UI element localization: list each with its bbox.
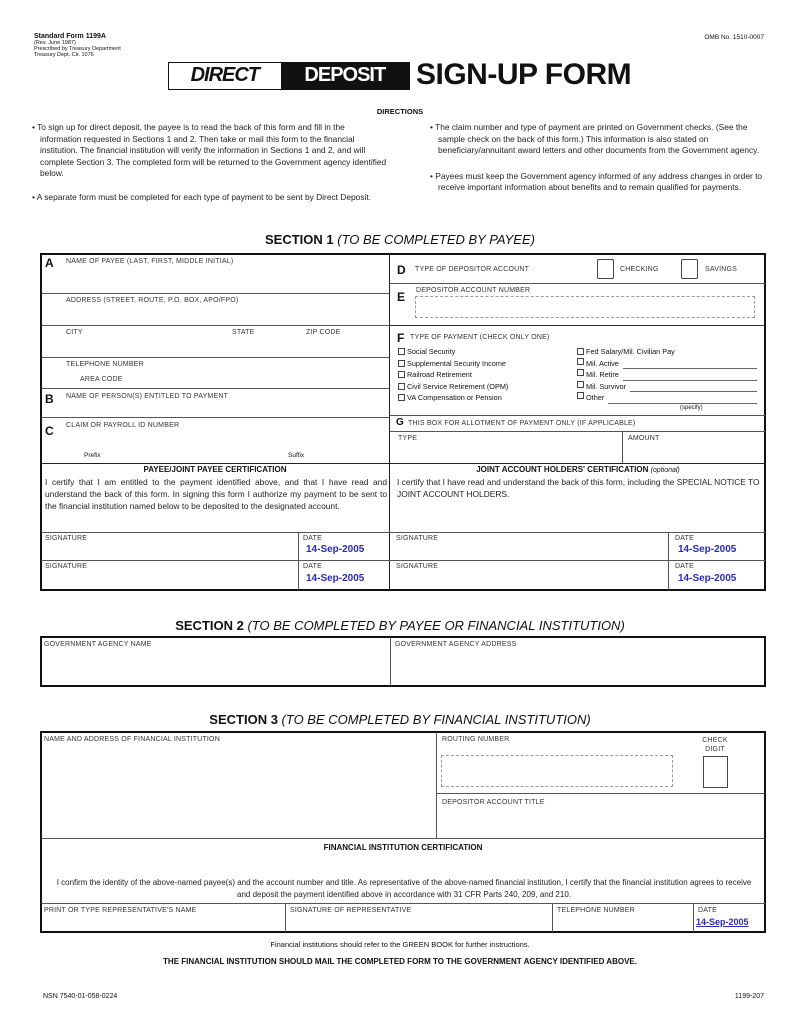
option-label: Mil. Survivor (586, 381, 627, 391)
agency-name-input[interactable] (44, 652, 384, 682)
specify-label: (specify) (680, 405, 703, 411)
directions-right (428, 122, 768, 194)
date-label: DATE (675, 535, 694, 542)
section2-label: SECTION 2 (175, 618, 244, 633)
rep-name-label: PRINT OR TYPE REPRESENTATIVE'S NAME (44, 907, 197, 914)
section3-label: SECTION 3 (209, 712, 278, 727)
signature-label: SIGNATURE (45, 563, 88, 570)
nsn-number: NSN 7540-01-058-0224 (43, 993, 118, 1000)
city-label: CITY (66, 329, 83, 336)
section-a-letter: A (45, 256, 54, 270)
allotment-type-label: TYPE (398, 435, 418, 442)
joint-date-1[interactable]: 14-Sep-2005 (678, 544, 737, 555)
page-title: SIGN-UP FORM (416, 58, 632, 91)
payee-name-input[interactable] (66, 268, 384, 290)
directions-left (30, 122, 388, 203)
agency-name-label: GOVERNMENT AGENCY NAME (44, 641, 152, 648)
routing-label: ROUTING NUMBER (442, 736, 510, 743)
omb-number: OMB No. 1510-0007 (704, 34, 764, 41)
logo-direct: DIRECT (169, 63, 281, 89)
account-title-label: DEPOSITOR ACCOUNT TITLE (442, 799, 545, 806)
section1-subtitle: (TO BE COMPLETED BY PAYEE) (337, 232, 535, 247)
allotment-amount-label: AMOUNT (628, 435, 660, 442)
payment-option[interactable] (577, 381, 757, 393)
checking-label: CHECKING (620, 266, 659, 273)
checking-checkbox[interactable] (597, 259, 614, 279)
checkbox[interactable] (577, 358, 584, 365)
checkbox[interactable] (577, 381, 584, 388)
payment-option[interactable] (398, 392, 508, 404)
section3-subtitle: (TO BE COMPLETED BY FINANCIAL INSTITUTION) (281, 712, 591, 727)
prefix-label: Prefix (84, 452, 101, 459)
direction-item: • To sign up for direct deposit, the payee is to read the back of this form and fill in the information requested in Sections 1 and 2. Then take or mail this form to the financial institution. The financial institution will verify the information in Sections 1 and 2, and will complete Section 3. The completed form will be returned to the Government agency identified below. (32, 122, 387, 178)
checkbox[interactable] (577, 348, 584, 355)
signature-label: SIGNATURE (396, 535, 439, 542)
option-label: Supplemental Security Income (407, 358, 506, 368)
section-c-letter: C (45, 424, 54, 438)
checkbox[interactable] (398, 383, 405, 390)
directions-heading: DIRECTIONS (376, 107, 424, 116)
entitled-person-input[interactable] (66, 402, 384, 416)
direction-text: Payees must keep the Government agency informed of any address changes in order to receive important information about benefits and to remain qualified for payments. (435, 170, 763, 192)
payment-option[interactable] (398, 346, 508, 358)
mail-instruction: THE FINANCIAL INSTITUTION SHOULD MAIL THE COMPLETED FORM TO THE GOVERNMENT AGENCY IDENTIFIED ABOVE. (163, 957, 637, 966)
telephone-label: TELEPHONE NUMBER (66, 361, 144, 368)
payment-option[interactable] (577, 392, 757, 404)
section-f-letter: F (397, 331, 405, 345)
option-label: Mil. Retire (586, 370, 619, 380)
savings-checkbox[interactable] (681, 259, 698, 279)
rep-phone-label: TELEPHONE NUMBER (557, 907, 635, 914)
claim-number-input[interactable] (66, 432, 384, 450)
address-input[interactable] (66, 306, 384, 323)
checkbox[interactable] (577, 392, 584, 399)
fi-cert-text: I confirm the identity of the above-named payee(s) and the account number and title. As representative of the above-named financial institution, I certify that the financial institution agrees to receive and deposit the payment identified above in accordance with 31 CFR Parts 240, 209, and 210. (56, 878, 752, 899)
checkbox[interactable] (398, 348, 405, 355)
city-state-zip-input[interactable] (66, 338, 384, 355)
joint-cert-title-text: JOINT ACCOUNT HOLDERS' CERTIFICATION (476, 465, 649, 474)
direction-text: To sign up for direct deposit, the payee is to read the back of this form and fill in the information requested in Sections 1 and 2. Then take or mail this form to the financial institution. The financial institution will verify the information in Sections 1 and 2, and will complete Section 3. The completed form will be returned to the Government agency identified below. (37, 122, 387, 178)
section-d-letter: D (397, 263, 406, 277)
section3-title (0, 712, 800, 727)
account-number-input[interactable] (415, 296, 755, 318)
joint-cert-title (392, 465, 764, 474)
joint-cert-text: I certify that I have read and understand the back of this form, including the SPECIAL NOTICE TO JOINT ACCOUNT HOLDERS. (397, 477, 760, 499)
direction-item: • Payees must keep the Government agency informed of any address changes in order to receive important information about benefits and to remain qualified for payments. (430, 170, 763, 192)
option-label: Mil. Active (586, 358, 619, 368)
option-label: Social Security (407, 347, 456, 356)
payment-option[interactable] (398, 381, 508, 393)
fi-cert-title: FINANCIAL INSTITUTION CERTIFICATION (323, 843, 483, 852)
checkbox[interactable] (398, 371, 405, 378)
zip-label: ZIP CODE (306, 329, 341, 336)
option-label: Railroad Retirement (407, 370, 472, 380)
suffix-label: Suffix (288, 452, 305, 459)
fi-name-input[interactable] (44, 748, 429, 834)
account-title-input[interactable] (442, 810, 760, 834)
payee-name-label: NAME OF PAYEE (LAST, FIRST, MIDDLE INITIAL) (66, 258, 234, 265)
payment-option[interactable] (577, 358, 757, 370)
area-code-label: AREA CODE (80, 376, 123, 383)
entitled-person-label: NAME OF PERSON(S) ENTITLED TO PAYMENT (66, 393, 229, 400)
payment-type-label: TYPE OF PAYMENT (CHECK ONLY ONE) (410, 334, 550, 341)
date-label: DATE (303, 535, 322, 542)
rep-signature-label: SIGNATURE OF REPRESENTATIVE (290, 907, 412, 914)
direct-deposit-logo (168, 62, 410, 90)
option-label: Other (586, 393, 605, 403)
direction-item: • The claim number and type of payment are printed on Government checks. (See the sample check on the back of this form.) This information is also stated on beneficiary/annuitant award letters and other documents from the Government agency. (430, 122, 760, 155)
signature-label: SIGNATURE (396, 563, 439, 570)
checkbox[interactable] (398, 360, 405, 367)
form-prescribed: Prescribed by Treasury Department (34, 46, 121, 52)
green-book-note: Financial institutions should refer to the GREEN BOOK for further instructions. (270, 940, 530, 949)
optional-label: (optional) (650, 467, 680, 474)
signature-label: SIGNATURE (45, 535, 88, 542)
form-treasury: Treasury Dept. Cir. 1076 (34, 52, 94, 58)
payment-type-right-list (577, 346, 757, 404)
form-code: 1199-207 (734, 993, 764, 1000)
section-e-letter: E (397, 290, 406, 304)
account-number-label: DEPOSITOR ACCOUNT NUMBER (416, 287, 531, 294)
section1-title (0, 232, 800, 247)
direction-text: A separate form must be completed for each type of payment to be sent by Direct Deposit. (36, 191, 372, 202)
payee-cert-title: PAYEE/JOINT PAYEE CERTIFICATION (143, 465, 287, 474)
direction-item: • A separate form must be completed for each type of payment to be sent by Direct Deposit. (32, 191, 372, 202)
agency-address-label: GOVERNMENT AGENCY ADDRESS (395, 641, 517, 648)
payee-date-1[interactable]: 14-Sep-2005 (306, 544, 365, 555)
check-digit-input[interactable] (703, 756, 728, 788)
fi-name-label: NAME AND ADDRESS OF FINANCIAL INSTITUTION (44, 736, 220, 743)
savings-label: SAVINGS (705, 266, 738, 273)
check-digit-label: CHECK DIGIT (702, 737, 728, 753)
form-rev: (Rev. June 1987) (34, 40, 76, 46)
direction-text: The claim number and type of payment are printed on Government checks. (See the sample check on the back of this form.) This information is also stated on beneficiary/annuitant award letters and other documents from the Government agency. (435, 122, 760, 155)
section1-label: SECTION 1 (265, 232, 334, 247)
account-type-label: TYPE OF DEPOSITOR ACCOUNT (415, 266, 530, 273)
payee-date-2[interactable]: 14-Sep-2005 (306, 573, 365, 584)
form-id: Standard Form 1199A (34, 33, 106, 40)
payment-option[interactable] (398, 358, 508, 370)
checkbox[interactable] (398, 394, 405, 401)
state-label: STATE (232, 329, 255, 336)
rep-date-value[interactable]: 14-Sep-2005 (696, 917, 749, 927)
claim-number-label: CLAIM OR PAYROLL ID NUMBER (66, 422, 180, 429)
payee-cert-text: I certify that I am entitled to the payment identified above, and that I have read and understand the back of this form. In signing this form I authorize my payment to be sent to the financial institution named below to be deposited to the designated account. (45, 477, 387, 511)
payment-option[interactable] (577, 369, 757, 381)
address-label: ADDRESS (STREET, ROUTE, P.O. BOX, APO/FPO) (66, 297, 239, 304)
allotment-label: THIS BOX FOR ALLOTMENT OF PAYMENT ONLY (IF APPLICABLE) (408, 420, 636, 427)
section2-title (0, 618, 800, 633)
routing-number-input[interactable] (441, 755, 673, 787)
payment-type-left-list (398, 346, 508, 404)
rep-date-label: DATE (698, 907, 717, 914)
option-label: Civil Service Retirement (OPM) (407, 381, 509, 391)
agency-address-input[interactable] (395, 652, 760, 682)
date-label: DATE (303, 563, 322, 570)
joint-date-2[interactable]: 14-Sep-2005 (678, 573, 737, 584)
option-label: Fed Salary/Mil. Civilian Pay (586, 347, 675, 356)
section-b-letter: B (45, 392, 54, 406)
form-identifier (34, 33, 124, 58)
payment-option[interactable] (398, 369, 508, 381)
payment-option[interactable] (577, 346, 757, 358)
section2-subtitle: (TO BE COMPLETED BY PAYEE OR FINANCIAL INSTITUTION) (247, 618, 625, 633)
option-label: VA Compensation or Pension (407, 393, 502, 403)
checkbox[interactable] (577, 369, 584, 376)
logo-deposit: DEPOSIT (281, 63, 409, 89)
section-g-letter: G (396, 417, 404, 428)
date-label: DATE (675, 563, 694, 570)
